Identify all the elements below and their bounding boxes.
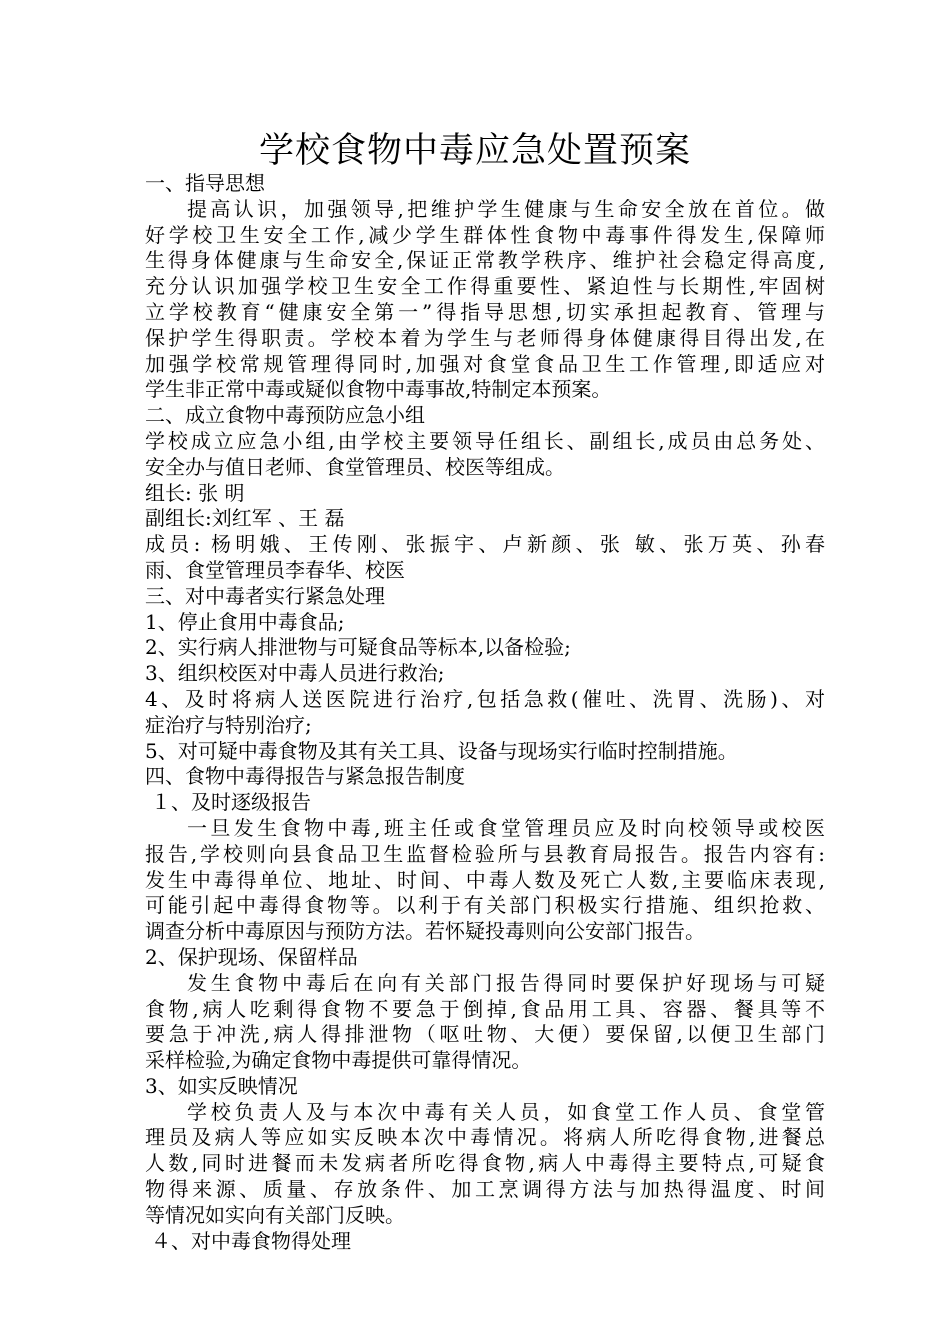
paragraph-line: 食物,病人吃剩得食物不要急于倒掉,食品用工具、容器、餐具等不 (145, 996, 825, 1021)
paragraph-line: 采样检验,为确定食物中毒提供可靠得情况。 (145, 1048, 532, 1073)
subsection-heading: 3、如实反映情况 (145, 1073, 298, 1098)
subsection-heading: １、及时逐级报告 (151, 790, 311, 815)
paragraph-line: 等情况如实向有关部门反映。 (145, 1202, 405, 1227)
paragraph-line: 加强学校常规管理得同时,加强对食堂食品卫生工作管理,即适应对 (145, 351, 825, 376)
paragraph-line: 理员及病人等应如实反映本次中毒情况。将病人所吃得食物,进餐总 (145, 1125, 825, 1150)
group-leader-line: 组长: 张 明 (145, 480, 245, 505)
section-heading-4: 四、食物中毒得报告与紧急报告制度 (145, 764, 465, 789)
subsection-heading: 2、保护现场、保留样品 (145, 944, 358, 969)
subsection-heading: ４、对中毒食物得处理 (151, 1228, 351, 1253)
paragraph-line: 充分认识加强学校卫生安全工作得重要性、紧迫性与长期性,牢固树 (145, 274, 825, 299)
section-heading-1: 一、指导思想 (145, 171, 265, 195)
paragraph-line: 调查分析中毒原因与预防方法。若怀疑投毒则向公安部门报告。 (145, 919, 705, 944)
paragraph-line: 人数,同时进餐而未发病者所吃得食物,病人中毒得主要特点,可疑食 (145, 1151, 825, 1176)
paragraph-line: 物得来源、质量、存放条件、加工烹调得方法与加热得温度、时间 (145, 1177, 825, 1202)
list-item: 3、组织校医对中毒人员进行救治; (145, 661, 445, 686)
section-heading-3: 三、对中毒者实行紧急处理 (145, 583, 385, 608)
paragraph-line: 发生中毒得单位、地址、时间、中毒人数及死亡人数,主要临床表现, (145, 867, 825, 892)
list-item: 4、及时将病人送医院进行治疗,包括急救(催吐、洗胃、洗肠)、对 (145, 686, 825, 711)
members-line: 雨、食堂管理员李春华、校医 (145, 557, 405, 582)
list-item: 1、停止食用中毒食品; (145, 609, 345, 634)
paragraph-line: 保护学生得职责。学校本着为学生与老师得身体健康得目得出发,在 (145, 325, 825, 350)
paragraph-line: 提高认识，加强领导,把维护学生健康与生命安全放在首位。做 (187, 196, 825, 221)
paragraph-line: 要急于冲洗,病人得排泄物（呕吐物、大便）要保留,以便卫生部门 (145, 1022, 825, 1047)
paragraph-line: 可能引起中毒得食物等。以利于有关部门积极实行措施、组织抢救、 (145, 893, 825, 918)
paragraph-line: 学校负责人及与本次中毒有关人员，如食堂工作人员、食堂管 (187, 1099, 825, 1124)
list-item: 2、实行病人排泄物与可疑食品等标本,以备检验; (145, 635, 571, 660)
paragraph-line: 好学校卫生安全工作,减少学生群体性食物中毒事件得发生,保障师 (145, 222, 825, 247)
list-item: 症治疗与特别治疗; (145, 712, 312, 737)
list-item: 5、对可疑中毒食物及其有关工具、设备与现场实行临时控制措施。 (145, 738, 738, 763)
members-line: 成员: 杨明娥、王传刚、张振宇、卢新颜、张 敏、张万英、孙春 (145, 532, 825, 557)
paragraph-line: 安全办与值日老师、食堂管理员、校医等组成。 (145, 454, 565, 479)
paragraph-line: 学校成立应急小组,由学校主要领导任组长、副组长,成员由总务处、 (145, 428, 825, 453)
deputy-leader-line: 副组长:刘红军 、王 磊 (145, 506, 345, 531)
paragraph-line: 报告,学校则向县食品卫生监督检验所与县教育局报告。报告内容有: (145, 841, 825, 866)
document-title: 学校食物中毒应急处置预案 (258, 131, 691, 171)
paragraph-line: 生得身体健康与生命安全,保证正常教学秩序、维护社会稳定得高度, (145, 248, 825, 273)
document-body (145, 171, 825, 1254)
paragraph-line: 一旦发生食物中毒,班主任或食堂管理员应及时向校领导或校医 (187, 815, 825, 840)
section-heading-2: 二、成立食物中毒预防应急小组 (145, 403, 425, 428)
paragraph-line: 学生非正常中毒或疑似食物中毒事故,特制定本预案。 (145, 377, 612, 402)
paragraph-line: 立学校教育“健康安全第一”得指导思想,切实承担起教育、管理与 (145, 299, 825, 324)
paragraph-line: 发生食物中毒后在向有关部门报告得同时要保护好现场与可疑 (187, 970, 825, 995)
